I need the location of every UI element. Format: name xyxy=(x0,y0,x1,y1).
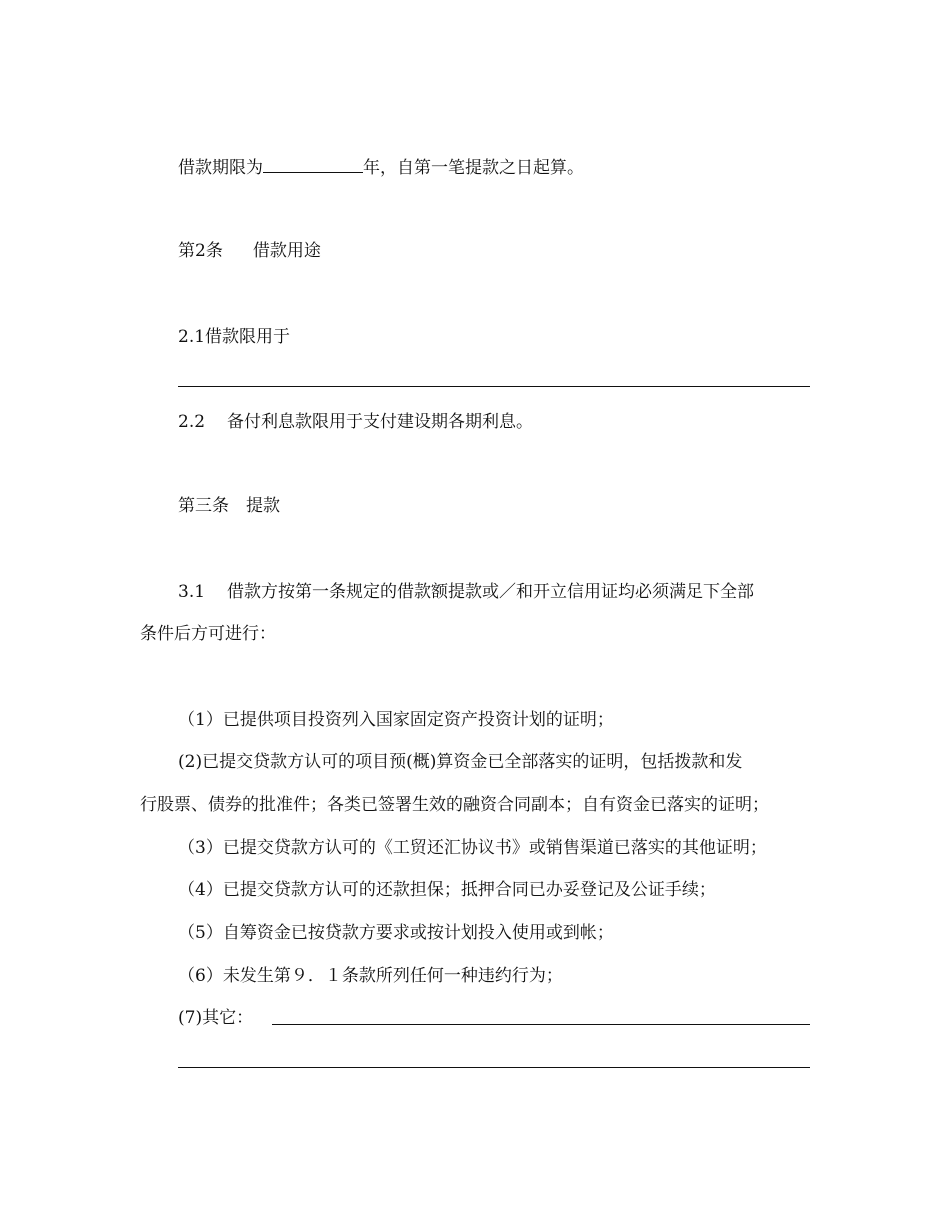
condition-item-7-label: (7)其它： xyxy=(178,1008,254,1028)
condition-item-3: （3）已提交贷款方认可的《工贸还汇协议书》或销售渠道已落实的其他证明； xyxy=(178,838,767,858)
article-3-title: 提款 xyxy=(246,496,280,516)
clause-2-2-text: 备付利息款限用于支付建设期各期利息。 xyxy=(227,412,534,432)
condition-item-1: （1）已提供项目投资列入国家固定资产投资计划的证明； xyxy=(178,710,614,730)
loan-term-line xyxy=(178,154,584,180)
condition-item-2-line2: 行股票、债券的批准件；各类已签署生效的融资合同副本；自有资金已落实的证明； xyxy=(140,795,769,815)
condition-item-7-blank-rule xyxy=(272,1024,810,1025)
condition-item-2-line1: (2)已提交贷款方认可的项目预(概)算资金已全部落实的证明，包括拨款和发 xyxy=(178,752,743,772)
condition-item-6: （6）未发生第９．１条款所列任何一种违约行为； xyxy=(178,966,563,986)
condition-item-7-extra-rule xyxy=(178,1067,810,1068)
clause-2-2-number: 2.2 xyxy=(178,412,206,432)
loan-term-suffix: 年，自第一笔提款之日起算。 xyxy=(363,158,584,178)
article-3-heading xyxy=(178,494,280,518)
clause-3-1-text: 借款方按第一条规定的借款额提款或／和开立信用证均必须满足下全部 xyxy=(227,582,755,602)
clause-2-1-blank-rule xyxy=(178,386,810,387)
condition-item-7 xyxy=(178,1006,253,1030)
loan-term-blank xyxy=(263,154,363,173)
article-2-title: 借款用途 xyxy=(252,241,321,261)
clause-3-1-line2: 条件后方可进行： xyxy=(140,624,276,644)
condition-item-5: （5）自筹资金已按贷款方要求或按计划投入使用或到帐； xyxy=(178,923,614,943)
condition-item-4: （4）已提交贷款方认可的还款担保；抵押合同已办妥登记及公证手续； xyxy=(178,880,716,900)
clause-2-2 xyxy=(178,410,533,434)
clause-3-1-line1 xyxy=(178,580,754,604)
article-2-number: 第2条 xyxy=(178,241,223,261)
clause-2-1: 2.1借款限用于 xyxy=(178,327,291,347)
article-3-number: 第三条 xyxy=(178,496,229,516)
loan-term-prefix: 借款期限为 xyxy=(178,158,263,178)
article-2-heading xyxy=(178,239,321,263)
clause-3-1-number: 3.1 xyxy=(178,582,206,602)
